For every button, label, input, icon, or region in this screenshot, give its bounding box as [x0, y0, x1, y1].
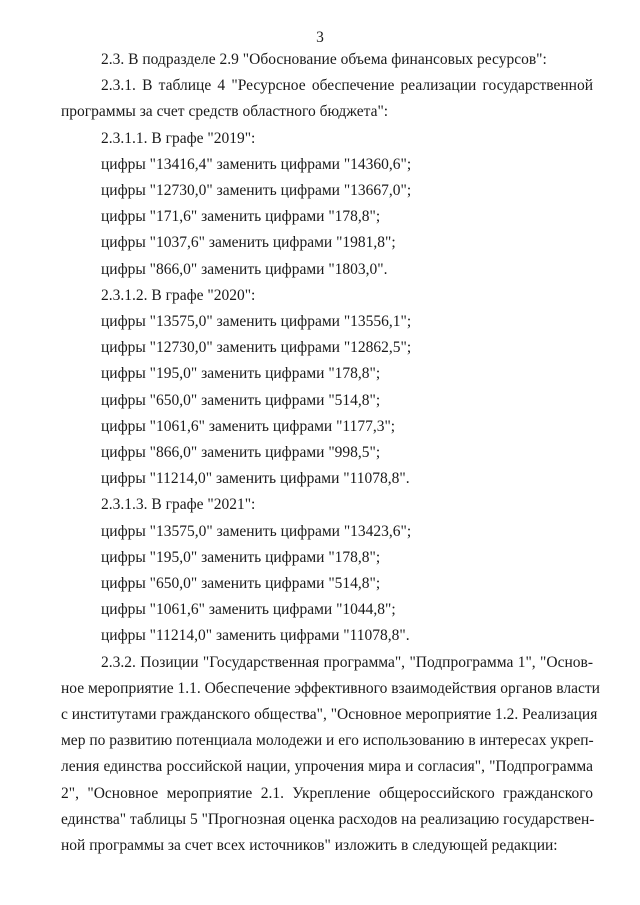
section-2-3-2-paragraph: [61, 650, 600, 860]
document-body: [61, 47, 600, 859]
subsection-heading: 2.3.1.3. В графе "2021":: [101, 496, 256, 514]
replacement-item: цифры "13416,4" заменить цифрами "14360,6";: [101, 155, 412, 173]
paragraph-line: ления единства российской нации, упрочения мира и согласия", "Подпрограмма: [61, 758, 593, 776]
replacement-item: цифры "11214,0" заменить цифрами "11078,8".: [101, 627, 410, 645]
paragraph-line: мер по развитию потенциала молодежи и его использованию в интересах укреп-: [61, 732, 594, 750]
replacement-item: цифры "13575,0" заменить цифрами "13423,6";: [101, 522, 412, 540]
replacement-item: цифры "11214,0" заменить цифрами "11078,8".: [101, 470, 410, 488]
paragraph-line: единства" таблицы 5 "Прогнозная оценка расходов на реализацию государствен-: [61, 810, 595, 828]
paragraph-line: 2.3.1. В таблице 4 "Ресурсное обеспечение реализации государственной: [101, 77, 593, 95]
section-2-3-heading: 2.3. В подразделе 2.9 "Обоснование объема финансовых ресурсов":: [101, 51, 547, 68]
replacement-item: цифры "13575,0" заменить цифрами "13556,1";: [101, 313, 412, 331]
replacement-item: цифры "866,0" заменить цифрами "998,5";: [101, 444, 381, 462]
paragraph-line: ной программы за счет всех источников" изложить в следующей редакции:: [61, 837, 558, 855]
section-2-3-1-paragraph: [61, 73, 593, 125]
replacement-item: цифры "1037,6" заменить цифрами "1981,8";: [101, 234, 396, 252]
replacement-item: цифры "195,0" заменить цифрами "178,8";: [101, 365, 381, 383]
replacement-item: цифры "171,6" заменить цифрами "178,8";: [101, 208, 381, 226]
subsection-2020: [61, 283, 593, 493]
replacement-item: цифры "12730,0" заменить цифрами "12862,5";: [101, 339, 412, 357]
paragraph-line: 2", "Основное мероприятие 2.1. Укрепление общероссийского гражданского: [61, 784, 593, 802]
replacement-item: цифры "866,0" заменить цифрами "1803,0".: [101, 260, 388, 278]
paragraph-line: программы за счет средств областного бюджета":: [61, 103, 389, 121]
subsection-2019: [61, 126, 593, 283]
subsection-heading: 2.3.1.2. В графе "2020":: [101, 286, 256, 304]
replacement-item: цифры "650,0" заменить цифрами "514,8";: [101, 575, 381, 593]
replacement-item: цифры "650,0" заменить цифрами "514,8";: [101, 391, 381, 409]
paragraph-line: с институтами гражданского общества", "Основное мероприятие 1.2. Реализация: [61, 706, 598, 724]
subsection-2021: [61, 492, 593, 649]
page-number: 3: [316, 29, 324, 46]
paragraph-line: ное мероприятие 1.1. Обеспечение эффективного взаимодействия органов власти: [61, 679, 600, 697]
replacement-item: цифры "1061,6" заменить цифрами "1177,3";: [101, 417, 396, 435]
replacement-item: цифры "195,0" заменить цифрами "178,8";: [101, 548, 381, 566]
replacement-item: цифры "1061,6" заменить цифрами "1044,8";: [101, 601, 396, 619]
replacement-item: цифры "12730,0" заменить цифрами "13667,0";: [101, 182, 412, 200]
subsection-heading: 2.3.1.1. В графе "2019":: [101, 129, 256, 147]
paragraph-line: 2.3.2. Позиции "Государственная программа", "Подпрограмма 1", "Основ-: [101, 653, 593, 671]
